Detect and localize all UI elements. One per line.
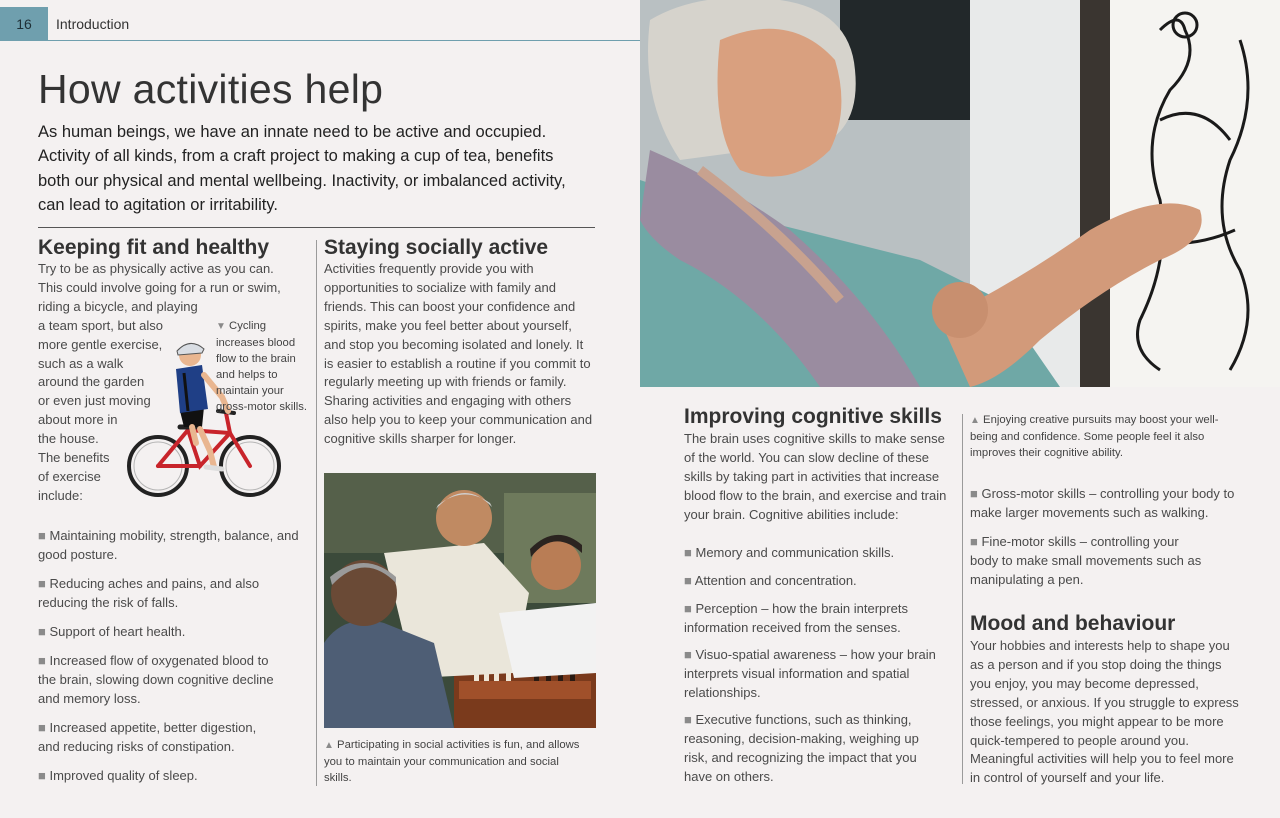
list-item-text: Fine-motor skills – controlling your body to make small movements such as manipulating a pen. xyxy=(970,534,1202,587)
list-item xyxy=(38,575,310,613)
cycling-caption-text: Cycling increases blood flow to the brain and helps to maintain your gross-motor skills. xyxy=(216,320,308,414)
list-item-text: Perception – how the brain interprets information received from the senses. xyxy=(684,601,908,635)
woman-drawing-photo xyxy=(640,0,1280,387)
square-bullet-icon: ■ xyxy=(684,712,692,727)
painting-caption-text: Enjoying creative pursuits may boost your well-being and confidence. Some people feel it also improves their cognitive ability. xyxy=(970,414,1219,460)
triangle-down-icon: ▼ xyxy=(216,321,226,332)
list-item-text: Visuo-spatial awareness – how your brain interprets visual information and spatial relationships. xyxy=(684,647,936,700)
chess-caption-text: Participating in social activities is fun, and allows you to maintain your communication and social skills. xyxy=(324,739,580,785)
body-line: This could involve going for a run or swim, xyxy=(38,279,281,295)
list-item xyxy=(38,527,310,565)
square-bullet-icon: ■ xyxy=(684,545,692,560)
list-item xyxy=(38,767,310,786)
square-bullet-icon: ■ xyxy=(684,647,692,662)
cycling-caption xyxy=(216,318,312,416)
painting-caption xyxy=(970,412,1230,461)
column-divider xyxy=(962,414,963,784)
body-line: The benefits xyxy=(38,450,110,466)
body-line: or even just moving xyxy=(38,393,151,409)
list-item xyxy=(970,533,1210,590)
list-item-text: Support of heart health. xyxy=(49,624,186,639)
header-rule xyxy=(48,40,640,41)
chess-caption xyxy=(324,737,584,786)
list-item-text: Increased flow of oxygenated blood to the brain, slowing down cognitive decline and memory loss. xyxy=(38,653,274,706)
page-number: 16 xyxy=(0,7,48,41)
list-item-text: Increased appetite, better digestion, and reducing risks of constipation. xyxy=(38,720,257,754)
body-line: a team sport, but also xyxy=(38,317,164,333)
list-item xyxy=(38,719,276,757)
intro-divider xyxy=(38,227,595,228)
section-title: Introduction xyxy=(56,16,130,32)
triangle-up-icon: ▲ xyxy=(324,740,334,751)
square-bullet-icon: ■ xyxy=(38,768,46,783)
body-line: more gentle exercise, xyxy=(38,336,163,352)
page-title: How activities help xyxy=(38,66,384,112)
triangle-up-icon: ▲ xyxy=(970,415,980,426)
cognitive-heading: Improving cognitive skills xyxy=(684,405,942,428)
body-line: riding a bicycle, and playing xyxy=(38,298,198,314)
list-item xyxy=(38,623,310,642)
square-bullet-icon: ■ xyxy=(38,653,46,668)
list-item-text: Reducing aches and pains, and also reducing the risk of falls. xyxy=(38,576,260,610)
chess-players-photo xyxy=(324,473,596,728)
list-item xyxy=(38,652,274,709)
square-bullet-icon: ■ xyxy=(38,624,46,639)
body-line: such as a walk xyxy=(38,355,124,371)
body-line: around the garden xyxy=(38,374,145,390)
square-bullet-icon: ■ xyxy=(970,486,978,501)
square-bullet-icon: ■ xyxy=(38,576,46,591)
body-line: the house. xyxy=(38,431,99,447)
list-item-text: Attention and concentration. xyxy=(694,573,857,588)
list-item-text: Improved quality of sleep. xyxy=(49,768,198,783)
social-body: Activities frequently provide you with opportunities to socialize with family and friends. This can boost your confidence and spirits, make you feel better about yourself, and stop you becoming isolated and lonely. It is easier to establish a routine if you commit to regularly meeting up with friends or family. Sharing activities and engaging with others also help you to keep your communication and cognitive skills sharper for longer. xyxy=(324,261,593,447)
list-item-text: Gross-motor skills – controlling your body to make larger movements such as walking. xyxy=(970,486,1235,520)
list-item-text: Memory and communication skills. xyxy=(695,545,895,560)
mood-heading: Mood and behaviour xyxy=(970,612,1176,635)
cognitive-body: The brain uses cognitive skills to make sense of the world. You can slow decline of these skills by taking part in activities that increase blood flow to the brain, and exercise and train your brain. Cognitive abilities include: xyxy=(684,431,947,522)
square-bullet-icon: ■ xyxy=(684,601,692,616)
list-item xyxy=(684,544,954,563)
keeping-fit-heading: Keeping fit and healthy xyxy=(38,236,270,259)
list-item xyxy=(684,600,924,638)
square-bullet-icon: ■ xyxy=(38,528,46,543)
social-heading: Staying socially active xyxy=(324,236,549,259)
square-bullet-icon: ■ xyxy=(970,534,978,549)
list-item-text: Executive functions, such as thinking, reasoning, decision-making, weighing up risk, and recognizing the impact that you have on others. xyxy=(684,712,919,784)
body-line: of exercise xyxy=(38,468,101,484)
square-bullet-icon: ■ xyxy=(38,720,46,735)
list-item xyxy=(970,485,1236,523)
list-item-text: Maintaining mobility, strength, balance, and good posture. xyxy=(38,528,299,562)
body-line: Try to be as physically active as you can. xyxy=(38,261,274,276)
list-item xyxy=(684,711,934,787)
body-line: about more in xyxy=(38,412,118,428)
mood-body: Your hobbies and interests help to shape you as a person and if you stop doing the things you enjoy, you may become depressed, stressed, or anxious. If you struggle to express those feelings, you might appear to be more quick-tempered to people around you. Meaningful activities will help you to feel more in control of yourself and your life. xyxy=(970,638,1239,786)
column-divider xyxy=(316,240,317,786)
list-item xyxy=(684,646,946,703)
body-line: include: xyxy=(38,487,83,503)
intro-paragraph: As human beings, we have an innate need to be active and occupied. Activity of all kinds, from a craft project to making a cup of tea, benefits both our physical and mental wellbeing. Inactivity, or imbalanced activity, can lead to agitation or irritability. xyxy=(38,123,566,214)
square-bullet-icon: ■ xyxy=(684,573,692,588)
list-item xyxy=(684,572,954,591)
